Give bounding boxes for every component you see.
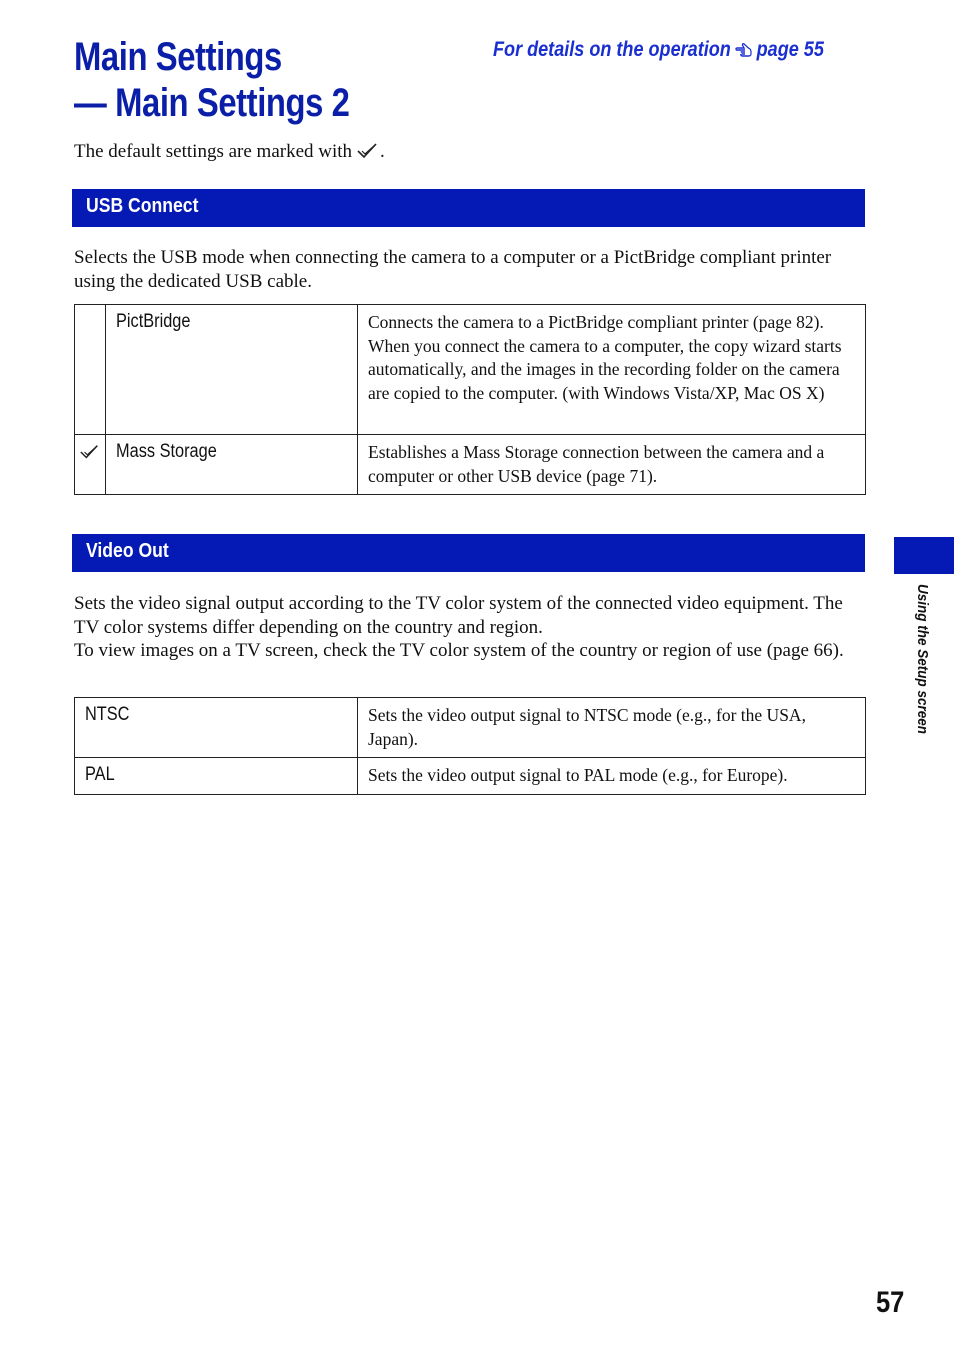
video-out-options-table xyxy=(74,697,866,795)
table-row xyxy=(75,698,866,758)
option-name: Mass Storage xyxy=(116,441,217,462)
option-name: PAL xyxy=(85,764,115,785)
video-out-section-header xyxy=(72,534,865,572)
option-description: Establishes a Mass Storage connection between the camera and a computer or other USB device (page 71). xyxy=(358,435,866,495)
default-mark-cell xyxy=(75,435,106,495)
crossref-page: page 55 xyxy=(756,38,824,61)
chapter-tab-label: Using the Setup screen xyxy=(914,584,931,735)
crossref-link[interactable] xyxy=(493,38,824,64)
default-settings-note xyxy=(74,141,385,166)
video-out-description-line-2: To view images on a TV screen, check the TV color system of the country or region of use (page 66). xyxy=(74,640,844,661)
video-out-description-line-1: Sets the video signal output according to the TV color system of the connected video equipment. The TV color systems differ depending on the country and region. xyxy=(74,593,843,638)
video-out-description xyxy=(74,592,864,663)
option-description: Sets the video output signal to PAL mode (e.g., for Europe). xyxy=(358,758,866,795)
double-check-icon xyxy=(79,448,101,465)
usb-connect-description: Selects the USB mode when connecting the camera to a computer or a PictBridge compliant printer using the dedicated USB cable. xyxy=(74,247,832,292)
option-name-cell xyxy=(106,435,358,495)
option-name-cell xyxy=(75,698,358,758)
option-name-cell xyxy=(106,305,358,435)
option-description: Connects the camera to a PictBridge compliant printer (page 82). When you connect the camera to a computer, the copy wizard starts automatically, and the images in the recording folder on the camera are copied to the computer. (with Windows Vista/XP, Mac OS X) xyxy=(358,305,866,435)
default-mark-cell xyxy=(75,305,106,435)
option-name-cell xyxy=(75,758,358,795)
usb-connect-section-header xyxy=(72,189,865,227)
video-out-heading: Video Out xyxy=(86,540,169,562)
crossref-prefix: For details on the operation xyxy=(493,38,731,61)
option-description: Sets the video output signal to NTSC mode (e.g., for the USA, Japan). xyxy=(358,698,866,758)
page-number: 57 xyxy=(876,1286,905,1319)
default-note-text: The default settings are marked with xyxy=(74,141,353,162)
page-title-line-1: Main Settings xyxy=(74,35,282,79)
double-check-icon xyxy=(356,142,380,166)
table-row xyxy=(75,305,866,435)
default-note-period: . xyxy=(380,141,385,162)
page-title-line-2: — Main Settings 2 xyxy=(74,81,350,125)
usb-connect-heading: USB Connect xyxy=(86,195,199,217)
chapter-tab xyxy=(894,537,954,574)
pointing-hand-icon xyxy=(734,40,753,64)
table-row xyxy=(75,758,866,795)
option-name: PictBridge xyxy=(116,311,191,332)
option-name: NTSC xyxy=(85,704,130,725)
page-title xyxy=(74,34,350,126)
usb-connect-options-table xyxy=(74,304,866,495)
table-row xyxy=(75,435,866,495)
